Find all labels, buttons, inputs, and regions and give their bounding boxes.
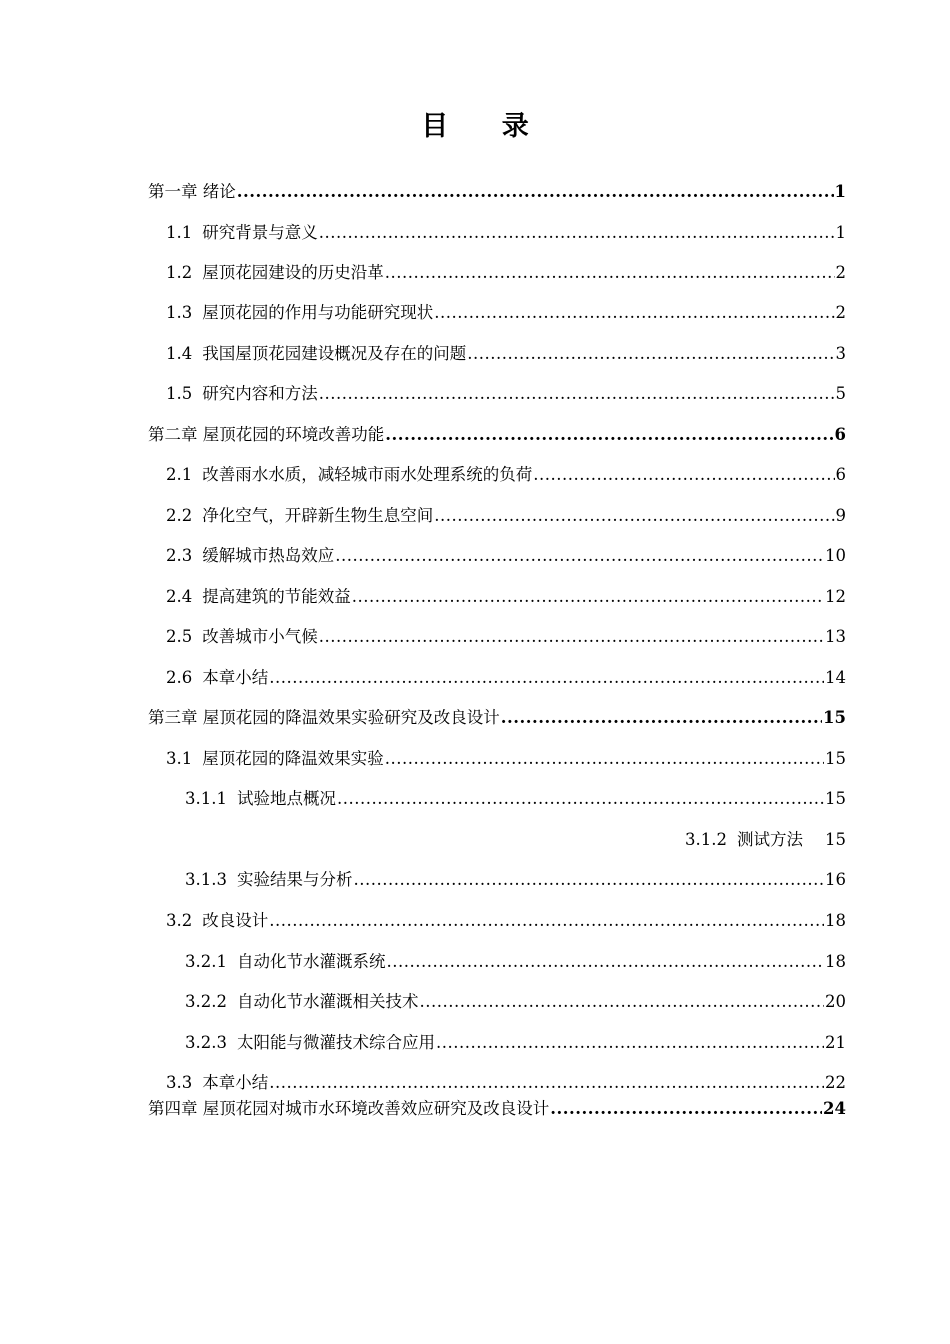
toc-entry-number: 3.1.2 <box>685 830 727 849</box>
toc-entry-label: 改善雨水水质，减轻城市雨水处理系统的负荷 <box>202 465 533 484</box>
toc-section-entry[interactable] <box>166 505 846 527</box>
toc-section-entry[interactable] <box>185 991 846 1013</box>
toc-page-number: 18 <box>825 952 846 971</box>
toc-entry-label: 改善城市小气候 <box>202 627 318 646</box>
toc-section-entry[interactable] <box>166 626 846 648</box>
toc-page-number: 2 <box>835 263 846 282</box>
toc-entry-number: 2.2 <box>166 506 193 525</box>
dot-leader <box>385 748 824 770</box>
toc-chapter-entry[interactable] <box>148 181 846 203</box>
toc-chapter-entry[interactable] <box>148 707 846 729</box>
toc-section-entry[interactable] <box>185 951 846 973</box>
dot-leader <box>434 505 834 527</box>
toc-section-entry[interactable] <box>185 788 846 810</box>
dot-leader <box>319 383 835 405</box>
toc-entry-label: 屋顶花园建设的历史沿革 <box>202 263 384 282</box>
dot-leader <box>353 869 824 891</box>
toc-section-entry[interactable] <box>166 586 846 608</box>
dot-leader <box>269 667 824 689</box>
toc-section-entry[interactable] <box>166 222 846 244</box>
toc-page-number: 24 <box>823 1099 846 1118</box>
toc-chapter-entry[interactable] <box>148 1098 846 1120</box>
toc-section-entry[interactable] <box>166 667 846 689</box>
toc-entry-label: 屋顶花园的作用与功能研究现状 <box>202 303 434 322</box>
toc-page-number: 9 <box>835 506 846 525</box>
toc-entry-label: 自动化节水灌溉系统 <box>236 952 386 971</box>
dot-leader <box>467 343 834 365</box>
dot-leader <box>269 1072 824 1094</box>
toc-page-number: 1 <box>834 182 846 201</box>
dot-leader <box>501 707 822 729</box>
toc-entry-number: 1.5 <box>166 384 193 403</box>
dot-leader <box>352 586 824 608</box>
toc-entry-label: 第四章 屋顶花园对城市水环境改善效应研究及改良设计 <box>148 1099 550 1118</box>
toc-title: 目 录 <box>421 111 551 142</box>
toc-entry-label: 净化空气，开辟新生物生息空间 <box>202 506 434 525</box>
dot-leader <box>319 222 835 244</box>
toc-entry-label: 研究背景与意义 <box>202 223 318 242</box>
toc-page-number: 6 <box>834 425 846 444</box>
toc-page-number: 14 <box>825 668 846 687</box>
toc-page-number: 2 <box>835 303 846 322</box>
toc-page-number: 12 <box>825 587 846 606</box>
toc-entry-label: 实验结果与分析 <box>236 870 353 889</box>
toc-section-entry[interactable] <box>166 464 846 486</box>
toc-entry-label: 第三章 屋顶花园的降温效果实验研究及改良设计 <box>148 708 500 727</box>
toc-entry-label: 本章小结 <box>202 668 269 687</box>
toc-chapter-entry[interactable] <box>148 424 846 446</box>
toc-page-number: 15 <box>825 749 846 768</box>
dot-leader <box>385 424 833 446</box>
toc-entry-number: 1.1 <box>166 223 193 242</box>
toc-page-number: 3 <box>835 344 846 363</box>
toc-entry-number: 3.3 <box>166 1073 193 1092</box>
toc-page-number: 10 <box>825 546 846 565</box>
toc-section-entry[interactable] <box>166 748 846 770</box>
toc-entry-label: 研究内容和方法 <box>202 384 318 403</box>
toc-entry-number: 3.2.2 <box>185 992 227 1011</box>
toc-entry-number: 3.2.1 <box>185 952 227 971</box>
toc-entry-number: 3.1.1 <box>185 789 227 808</box>
toc-entry-number: 2.3 <box>166 546 193 565</box>
toc-page-number: 15 <box>823 708 846 727</box>
dot-leader <box>237 181 834 203</box>
toc-page-number: 16 <box>825 870 846 889</box>
toc-section-entry[interactable] <box>166 262 846 284</box>
dot-leader <box>436 1032 824 1054</box>
toc-entry-label: 我国屋顶花园建设概况及存在的问题 <box>202 344 467 363</box>
toc-page-number: 15 <box>825 830 846 849</box>
toc-page-number: 22 <box>825 1073 846 1092</box>
toc-entry-number: 1.2 <box>166 263 193 282</box>
toc-section-entry[interactable] <box>166 1072 846 1094</box>
toc-entry-label: 缓解城市热岛效应 <box>202 546 335 565</box>
toc-entry-number: 3.2.3 <box>185 1033 227 1052</box>
toc-entry-label: 自动化节水灌溉相关技术 <box>236 992 419 1011</box>
toc-page-number: 6 <box>835 465 846 484</box>
toc-page-number: 21 <box>825 1033 846 1052</box>
toc-section-entry[interactable] <box>166 343 846 365</box>
dot-leader <box>419 991 824 1013</box>
toc-entry-number: 1.3 <box>166 303 193 322</box>
toc-entry-number: 2.6 <box>166 668 193 687</box>
toc-section-entry[interactable] <box>166 302 846 324</box>
toc-section-entry[interactable] <box>166 383 846 405</box>
dot-leader <box>269 910 824 932</box>
dot-leader <box>533 464 834 486</box>
dot-leader <box>385 262 835 284</box>
toc-entry-label: 本章小结 <box>202 1073 269 1092</box>
toc-entry-number: 2.4 <box>166 587 193 606</box>
dot-leader <box>319 626 824 648</box>
toc-entry-label: 提高建筑的节能效益 <box>202 587 351 606</box>
toc-page-number: 18 <box>825 911 846 930</box>
toc-section-entry[interactable] <box>166 910 846 932</box>
toc-entry-number: 2.5 <box>166 627 193 646</box>
toc-entry-number: 3.1 <box>166 749 193 768</box>
toc-entry-number: 2.1 <box>166 465 193 484</box>
toc-section-entry[interactable] <box>685 829 846 851</box>
dot-leader <box>337 788 824 810</box>
toc-section-entry[interactable] <box>166 545 846 567</box>
toc-entry-label: 屋顶花园的降温效果实验 <box>202 749 384 768</box>
toc-entry-label: 第二章 屋顶花园的环境改善功能 <box>148 425 385 444</box>
toc-section-entry[interactable] <box>185 1032 846 1054</box>
dot-leader <box>335 545 824 567</box>
toc-entry-number: 1.4 <box>166 344 193 363</box>
toc-page-number: 5 <box>835 384 846 403</box>
dot-leader <box>386 951 824 973</box>
dot-leader <box>550 1098 822 1120</box>
dot-leader <box>434 302 834 324</box>
toc-entry-label: 第一章 绪论 <box>148 182 236 201</box>
toc-page-number: 15 <box>825 789 846 808</box>
toc-entry-number: 3.2 <box>166 911 193 930</box>
toc-page-number: 1 <box>835 223 846 242</box>
toc-entry-label: 试验地点概况 <box>236 789 336 808</box>
toc-entry-label: 太阳能与微灌技术综合应用 <box>236 1033 435 1052</box>
toc-entry-label: 测试方法 <box>737 830 803 849</box>
toc-page-number: 20 <box>825 992 846 1011</box>
toc-entry-label: 改良设计 <box>202 911 269 930</box>
toc-entry-number: 3.1.3 <box>185 870 227 889</box>
toc-section-entry[interactable] <box>185 869 846 891</box>
toc-page-number: 13 <box>825 627 846 646</box>
